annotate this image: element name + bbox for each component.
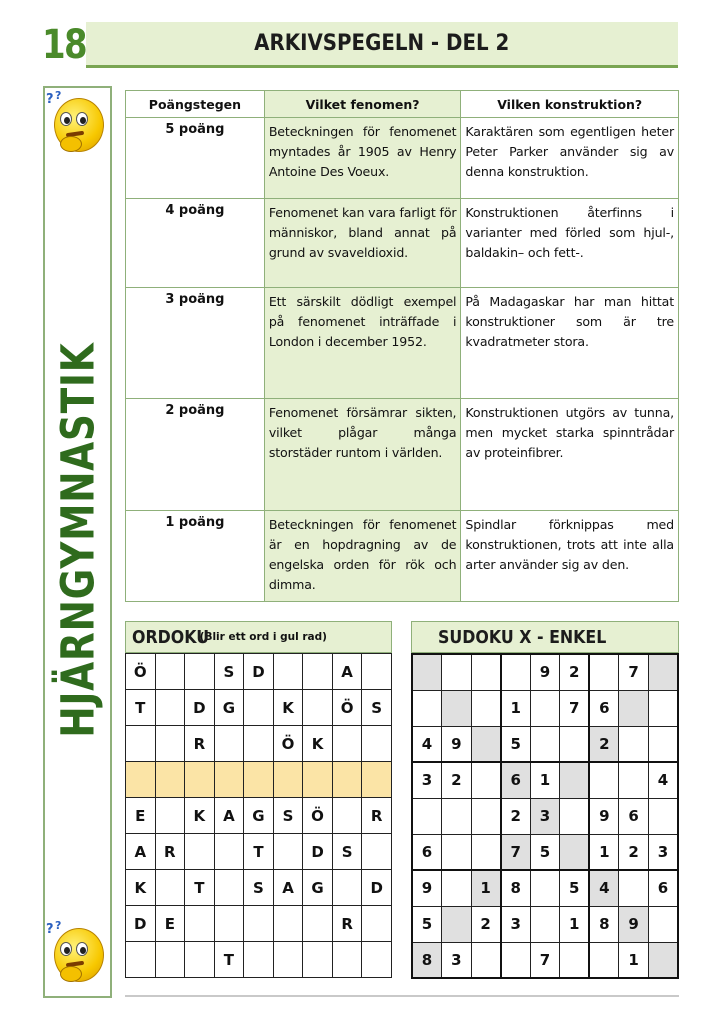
ordoku-title: ORDOKU bbox=[132, 626, 210, 648]
ordoku-cell[interactable]: D bbox=[244, 654, 274, 690]
points-table bbox=[125, 90, 679, 602]
ordoku-cell[interactable]: K bbox=[273, 690, 303, 726]
sudoku-cell[interactable] bbox=[648, 726, 678, 762]
ordoku-row bbox=[126, 654, 392, 690]
ordoku-cell[interactable] bbox=[185, 762, 215, 798]
ordoku-cell[interactable] bbox=[362, 654, 392, 690]
sudoku-cell[interactable]: 3 bbox=[412, 762, 442, 798]
sudoku-cell[interactable] bbox=[589, 654, 619, 690]
ordoku-row bbox=[126, 690, 392, 726]
sudoku-cell[interactable] bbox=[501, 942, 531, 978]
sudoku-cell[interactable]: 9 bbox=[619, 906, 649, 942]
sudoku-cell[interactable]: 6 bbox=[412, 834, 442, 870]
sudoku-cell[interactable]: 1 bbox=[619, 942, 649, 978]
sudoku-cell[interactable]: 9 bbox=[442, 726, 472, 762]
ordoku-cell[interactable]: R bbox=[155, 834, 185, 870]
ordoku-cell[interactable] bbox=[362, 906, 392, 942]
sudoku-cell[interactable]: 9 bbox=[412, 870, 442, 906]
sudoku-cell[interactable]: 8 bbox=[501, 870, 531, 906]
sudoku-cell[interactable] bbox=[560, 726, 590, 762]
sudoku-cell[interactable] bbox=[619, 870, 649, 906]
ordoku-cell[interactable] bbox=[214, 726, 244, 762]
ordoku-cell[interactable]: D bbox=[303, 834, 333, 870]
ordoku-cell[interactable]: T bbox=[126, 690, 156, 726]
ordoku-cell[interactable]: E bbox=[155, 906, 185, 942]
sudoku-cell[interactable] bbox=[412, 690, 442, 726]
sidebar-title: HJÄRNGYMNASTIK bbox=[51, 342, 105, 738]
ordoku-cell[interactable] bbox=[273, 942, 303, 978]
sudoku-row bbox=[412, 690, 678, 726]
fenomen-cell: Beteckningen för fenomenet myntades år 1905 av Henry Antoine Des Voeux. bbox=[264, 118, 461, 199]
sudoku-cell[interactable] bbox=[471, 762, 501, 798]
ordoku-title-bar bbox=[125, 621, 392, 653]
ordoku-cell[interactable] bbox=[273, 762, 303, 798]
ordoku-cell[interactable] bbox=[244, 942, 274, 978]
table-row bbox=[126, 199, 679, 288]
ordoku-cell[interactable] bbox=[244, 762, 274, 798]
sudoku-cell[interactable]: 7 bbox=[501, 834, 531, 870]
sudoku-cell[interactable]: 1 bbox=[560, 906, 590, 942]
sudoku-cell[interactable] bbox=[442, 690, 472, 726]
ordoku-cell[interactable] bbox=[362, 834, 392, 870]
ordoku-cell[interactable] bbox=[126, 726, 156, 762]
sudoku-cell[interactable]: 3 bbox=[530, 798, 560, 834]
sudoku-row bbox=[412, 798, 678, 834]
ordoku-cell[interactable] bbox=[303, 906, 333, 942]
page-title: ARKIVSPEGELN - DEL 2 bbox=[254, 31, 510, 56]
sudoku-cell[interactable] bbox=[442, 834, 472, 870]
ordoku-cell[interactable]: A bbox=[332, 654, 362, 690]
sudoku-cell[interactable]: 5 bbox=[530, 834, 560, 870]
level-cell: 5 poäng bbox=[126, 118, 265, 199]
fenomen-cell: Fenomenet kan vara farligt för människor, bland annat på grund av svaveldioxid. bbox=[264, 199, 461, 288]
sudoku-cell[interactable] bbox=[648, 654, 678, 690]
sudoku-cell[interactable]: 7 bbox=[560, 690, 590, 726]
sudoku-row bbox=[412, 654, 678, 690]
ordoku-cell[interactable] bbox=[155, 690, 185, 726]
sudoku-cell[interactable]: 9 bbox=[530, 654, 560, 690]
ordoku-cell[interactable] bbox=[303, 942, 333, 978]
ordoku-cell[interactable] bbox=[362, 942, 392, 978]
ordoku-cell[interactable]: S bbox=[214, 654, 244, 690]
sudoku-cell[interactable] bbox=[560, 834, 590, 870]
ordoku-cell[interactable]: Ö bbox=[273, 726, 303, 762]
ordoku-cell[interactable] bbox=[155, 726, 185, 762]
ordoku-cell[interactable]: A bbox=[273, 870, 303, 906]
sudoku-cell[interactable]: 6 bbox=[619, 798, 649, 834]
sudoku-cell[interactable] bbox=[648, 906, 678, 942]
ordoku-cell[interactable] bbox=[332, 726, 362, 762]
sudoku-cell[interactable]: 3 bbox=[648, 834, 678, 870]
ordoku-cell[interactable]: R bbox=[332, 906, 362, 942]
sudoku-cell[interactable] bbox=[530, 690, 560, 726]
sudoku-cell[interactable] bbox=[619, 762, 649, 798]
ordoku-cell[interactable] bbox=[214, 870, 244, 906]
sudoku-cell[interactable]: 5 bbox=[412, 906, 442, 942]
header-konstruktion: Vilken konstruktion? bbox=[461, 91, 679, 118]
sudoku-cell[interactable]: 2 bbox=[501, 798, 531, 834]
sudoku-cell[interactable]: 6 bbox=[589, 690, 619, 726]
sudoku-title: SUDOKU X - ENKEL bbox=[438, 626, 607, 648]
ordoku-row bbox=[126, 798, 392, 834]
ordoku-cell[interactable]: T bbox=[214, 942, 244, 978]
ordoku-cell[interactable] bbox=[244, 690, 274, 726]
level-cell: 1 poäng bbox=[126, 511, 265, 602]
sudoku-cell[interactable] bbox=[442, 906, 472, 942]
ordoku-cell[interactable]: K bbox=[126, 870, 156, 906]
table-row bbox=[126, 399, 679, 511]
ordoku-cell[interactable] bbox=[332, 870, 362, 906]
fenomen-cell: Ett särskilt dödligt exempel på fenomenet inträffade i London i december 1952. bbox=[264, 288, 461, 399]
ordoku-cell[interactable] bbox=[155, 762, 185, 798]
sudoku-cell[interactable] bbox=[412, 798, 442, 834]
sudoku-cell[interactable]: 5 bbox=[560, 870, 590, 906]
ordoku-row bbox=[126, 942, 392, 978]
page-title-bar bbox=[86, 22, 678, 68]
ordoku-cell[interactable] bbox=[273, 906, 303, 942]
ordoku-cell[interactable]: S bbox=[244, 870, 274, 906]
sudoku-cell[interactable]: 1 bbox=[589, 834, 619, 870]
ordoku-cell[interactable]: R bbox=[185, 726, 215, 762]
ordoku-cell[interactable]: G bbox=[303, 870, 333, 906]
sudoku-cell[interactable]: 4 bbox=[648, 762, 678, 798]
ordoku-cell[interactable]: E bbox=[126, 798, 156, 834]
ordoku-cell[interactable] bbox=[303, 654, 333, 690]
sudoku-cell[interactable]: 2 bbox=[619, 834, 649, 870]
ordoku-cell[interactable]: S bbox=[332, 834, 362, 870]
ordoku-cell[interactable] bbox=[155, 942, 185, 978]
sudoku-row bbox=[412, 762, 678, 798]
ordoku-cell[interactable] bbox=[273, 834, 303, 870]
ordoku-cell[interactable]: T bbox=[244, 834, 274, 870]
sudoku-cell[interactable] bbox=[442, 798, 472, 834]
sudoku-cell[interactable] bbox=[560, 762, 590, 798]
konstruktion-cell: Konstruktionen återfinns i varianter med förled som hjul-, baldakin– och fett-. bbox=[461, 199, 679, 288]
header-fenomen: Vilket fenomen? bbox=[264, 91, 461, 118]
ordoku-cell[interactable]: Ö bbox=[332, 690, 362, 726]
ordoku-cell[interactable] bbox=[214, 762, 244, 798]
footer-divider bbox=[125, 995, 679, 997]
level-cell: 3 poäng bbox=[126, 288, 265, 399]
ordoku-cell[interactable]: A bbox=[214, 798, 244, 834]
ordoku-cell[interactable] bbox=[126, 762, 156, 798]
sudoku-cell[interactable]: 3 bbox=[501, 906, 531, 942]
sudoku-cell[interactable]: 2 bbox=[589, 726, 619, 762]
table-row bbox=[126, 511, 679, 602]
fenomen-cell: Fenomenet försämrar sikten, vilket plågar många storstäder runtom i världen. bbox=[264, 399, 461, 511]
ordoku-cell[interactable] bbox=[244, 906, 274, 942]
fenomen-cell: Beteckningen för fenomenet är en hopdragning av de engelska orden för rök och dimma. bbox=[264, 511, 461, 602]
ordoku-cell[interactable]: S bbox=[273, 798, 303, 834]
sudoku-cell[interactable]: 7 bbox=[530, 942, 560, 978]
ordoku-cell[interactable] bbox=[155, 798, 185, 834]
ordoku-cell[interactable] bbox=[303, 762, 333, 798]
sudoku-cell[interactable]: 6 bbox=[648, 870, 678, 906]
sudoku-cell[interactable]: 8 bbox=[412, 942, 442, 978]
sudoku-cell[interactable]: 1 bbox=[530, 762, 560, 798]
ordoku-row bbox=[126, 726, 392, 762]
sudoku-cell[interactable] bbox=[619, 690, 649, 726]
sudoku-cell[interactable] bbox=[530, 906, 560, 942]
ordoku-cell[interactable] bbox=[332, 762, 362, 798]
page-number: 18 bbox=[42, 22, 86, 68]
ordoku-cell[interactable] bbox=[332, 798, 362, 834]
sudoku-cell[interactable] bbox=[589, 942, 619, 978]
sudoku-cell[interactable]: 8 bbox=[589, 906, 619, 942]
sudoku-cell[interactable] bbox=[471, 726, 501, 762]
ordoku-cell[interactable] bbox=[273, 654, 303, 690]
ordoku-cell[interactable]: K bbox=[303, 726, 333, 762]
ordoku-cell[interactable] bbox=[214, 906, 244, 942]
ordoku-cell[interactable]: D bbox=[362, 870, 392, 906]
sudoku-title-bar bbox=[411, 621, 679, 653]
ordoku-cell[interactable]: S bbox=[362, 690, 392, 726]
sudoku-cell[interactable] bbox=[619, 726, 649, 762]
table-row bbox=[126, 118, 679, 199]
ordoku-grid bbox=[125, 653, 392, 978]
sudoku-cell[interactable] bbox=[648, 690, 678, 726]
ordoku-cell[interactable] bbox=[185, 906, 215, 942]
sudoku-cell[interactable] bbox=[471, 942, 501, 978]
ordoku-cell[interactable]: R bbox=[362, 798, 392, 834]
sudoku-cell[interactable] bbox=[412, 654, 442, 690]
konstruktion-cell: Konstruktionen utgörs av tunna, men mycket starka spinntrådar av proteinfibrer. bbox=[461, 399, 679, 511]
sudoku-cell[interactable]: 2 bbox=[560, 654, 590, 690]
ordoku-cell[interactable]: G bbox=[244, 798, 274, 834]
sudoku-cell[interactable] bbox=[560, 942, 590, 978]
ordoku-cell[interactable] bbox=[332, 942, 362, 978]
ordoku-cell[interactable] bbox=[214, 834, 244, 870]
ordoku-answer-row bbox=[126, 762, 392, 798]
sudoku-row bbox=[412, 906, 678, 942]
sudoku-cell[interactable]: 7 bbox=[619, 654, 649, 690]
ordoku-cell[interactable] bbox=[155, 654, 185, 690]
sudoku-cell[interactable] bbox=[471, 834, 501, 870]
sudoku-cell[interactable] bbox=[501, 654, 531, 690]
table-row bbox=[126, 288, 679, 399]
sudoku-cell[interactable]: 2 bbox=[471, 906, 501, 942]
ordoku-cell[interactable] bbox=[362, 762, 392, 798]
sudoku-cell[interactable] bbox=[530, 726, 560, 762]
level-cell: 4 poäng bbox=[126, 199, 265, 288]
ordoku-cell[interactable] bbox=[185, 834, 215, 870]
sudoku-row bbox=[412, 726, 678, 762]
ordoku-cell[interactable]: Ö bbox=[303, 798, 333, 834]
ordoku-cell[interactable] bbox=[185, 654, 215, 690]
ordoku-subtitle: (Blir ett ord i gul rad) bbox=[199, 631, 327, 643]
sudoku-cell[interactable] bbox=[471, 690, 501, 726]
sudoku-cell[interactable] bbox=[471, 798, 501, 834]
sudoku-cell[interactable]: 1 bbox=[471, 870, 501, 906]
ordoku-cell[interactable]: G bbox=[214, 690, 244, 726]
sudoku-cell[interactable]: 4 bbox=[412, 726, 442, 762]
sudoku-cell[interactable] bbox=[648, 942, 678, 978]
ordoku-cell[interactable]: A bbox=[126, 834, 156, 870]
sudoku-cell[interactable]: 6 bbox=[501, 762, 531, 798]
sudoku-row bbox=[412, 942, 678, 978]
sudoku-cell[interactable]: 4 bbox=[589, 870, 619, 906]
table-header-row bbox=[126, 91, 679, 118]
sudoku-grid bbox=[411, 653, 679, 979]
sudoku-row bbox=[412, 870, 678, 906]
sudoku-cell[interactable] bbox=[560, 798, 590, 834]
ordoku-cell[interactable]: T bbox=[185, 870, 215, 906]
ordoku-cell[interactable]: D bbox=[126, 906, 156, 942]
sudoku-cell[interactable] bbox=[589, 762, 619, 798]
header-level: Poängstegen bbox=[126, 91, 265, 118]
ordoku-cell[interactable] bbox=[362, 726, 392, 762]
sudoku-cell[interactable] bbox=[471, 654, 501, 690]
sudoku-cell[interactable] bbox=[648, 798, 678, 834]
ordoku-row bbox=[126, 834, 392, 870]
konstruktion-cell: Karaktären som egentligen heter Peter Parker använder sig av denna konstruktion. bbox=[461, 118, 679, 199]
ordoku-row bbox=[126, 870, 392, 906]
ordoku-cell[interactable] bbox=[126, 942, 156, 978]
ordoku-cell[interactable] bbox=[303, 690, 333, 726]
ordoku-cell[interactable]: Ö bbox=[126, 654, 156, 690]
sudoku-cell[interactable] bbox=[442, 654, 472, 690]
ordoku-cell[interactable] bbox=[155, 870, 185, 906]
level-cell: 2 poäng bbox=[126, 399, 265, 511]
ordoku-cell[interactable]: K bbox=[185, 798, 215, 834]
sudoku-cell[interactable]: 1 bbox=[501, 690, 531, 726]
thinking-face-icon: ? ? bbox=[46, 922, 110, 986]
ordoku-row bbox=[126, 906, 392, 942]
sudoku-cell[interactable] bbox=[442, 870, 472, 906]
ordoku-cell[interactable] bbox=[185, 942, 215, 978]
konstruktion-cell: På Madagaskar har man hittat konstruktioner som är tre kvadratmeter stora. bbox=[461, 288, 679, 399]
sudoku-cell[interactable]: 2 bbox=[442, 762, 472, 798]
konstruktion-cell: Spindlar förknippas med konstruktionen, trots att inte alla arter använder sig av den. bbox=[461, 511, 679, 602]
sudoku-cell[interactable]: 9 bbox=[589, 798, 619, 834]
sudoku-cell[interactable] bbox=[530, 870, 560, 906]
sudoku-cell[interactable]: 5 bbox=[501, 726, 531, 762]
sudoku-cell[interactable]: 3 bbox=[442, 942, 472, 978]
sudoku-row bbox=[412, 834, 678, 870]
thinking-face-icon: ? ? bbox=[46, 92, 110, 156]
ordoku-cell[interactable]: D bbox=[185, 690, 215, 726]
ordoku-cell[interactable] bbox=[244, 726, 274, 762]
